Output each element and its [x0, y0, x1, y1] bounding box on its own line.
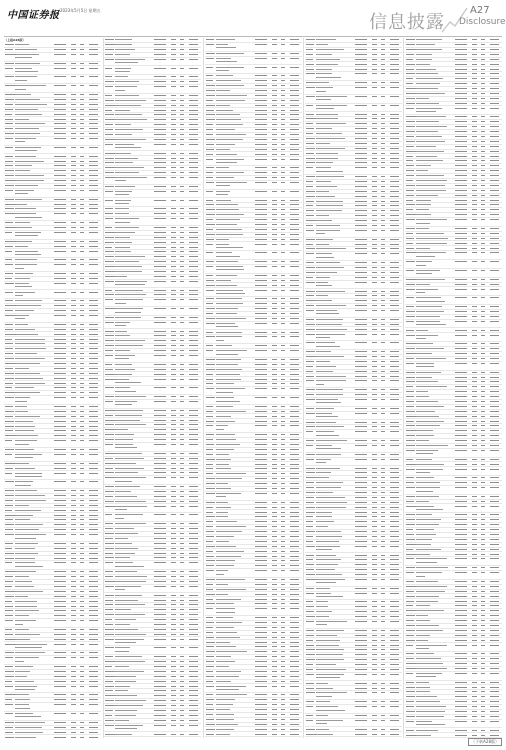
table-row: [205, 684, 302, 693]
table-row: [4, 249, 101, 258]
table-row: [205, 322, 302, 331]
table-row: [4, 66, 101, 75]
table-row: [205, 424, 302, 433]
table-row: [4, 735, 101, 738]
table-row: [104, 176, 201, 185]
issue-date: 2023年5月5日 星期五: [60, 8, 101, 13]
table-row: [305, 95, 402, 104]
table-row: [405, 260, 502, 269]
header-rule: [4, 36, 502, 37]
table-row: [104, 443, 201, 452]
table-row: [405, 486, 502, 495]
table-row: [405, 720, 502, 729]
table-row: [104, 321, 201, 330]
table-row: [405, 643, 502, 652]
table-row: [305, 229, 402, 238]
table-row: [104, 561, 201, 570]
table-row: [104, 400, 201, 409]
table-row: [305, 578, 402, 587]
table-row: [405, 362, 502, 371]
table-row: [205, 181, 302, 190]
table-row: [4, 703, 101, 712]
table-row: [205, 65, 302, 74]
table-row: [305, 412, 402, 421]
table-row: [405, 557, 502, 566]
table-row: [405, 571, 502, 580]
table-row: [205, 251, 302, 260]
page-number: A27: [470, 5, 490, 16]
table-row: [205, 57, 302, 66]
table-row: [305, 737, 402, 738]
table-row: [104, 354, 201, 363]
newspaper-logo: 中国证券报: [7, 10, 60, 21]
table-row: [4, 685, 101, 694]
table-row: [4, 619, 101, 628]
table-row: [205, 335, 302, 344]
table-row: [405, 251, 502, 260]
table-row: [104, 143, 201, 152]
table-row: [104, 585, 201, 594]
table-row: [405, 287, 502, 296]
table-row: [305, 86, 402, 95]
table-row: [305, 379, 402, 388]
table-row: [205, 190, 302, 199]
table-row: [4, 263, 101, 272]
table-row: [405, 467, 502, 476]
table-row: [305, 592, 402, 601]
masthead: [0, 0, 506, 40]
table-row: [104, 280, 201, 289]
table-row: [4, 533, 101, 542]
table-row: [4, 282, 101, 291]
table-row: [104, 377, 201, 386]
table-row: [4, 314, 101, 323]
table-row: [4, 146, 101, 155]
table-row: [104, 217, 201, 226]
listing-column: [4, 38, 101, 738]
listing-column: [205, 38, 302, 738]
table-row: [104, 386, 201, 395]
table-row: [104, 66, 201, 75]
table-row: [205, 492, 302, 501]
table-row: [104, 298, 201, 307]
table-row: [205, 396, 302, 405]
listing-columns: [4, 38, 502, 738]
table-row: [305, 72, 402, 81]
table-row: [205, 569, 302, 578]
table-row: [4, 396, 101, 405]
table-row: [4, 480, 101, 489]
table-row: [305, 332, 402, 341]
table-row: [305, 444, 402, 453]
table-row: [205, 387, 302, 396]
table-row: [305, 673, 402, 682]
table-row: [104, 646, 201, 655]
table-row: [104, 513, 201, 522]
table-row: [305, 281, 402, 290]
table-row: [104, 307, 201, 316]
table-row: [405, 333, 502, 342]
continuation-note: （下转A28版）: [468, 738, 502, 746]
table-row: [4, 212, 101, 221]
table-row: [405, 320, 502, 329]
table-row: [305, 341, 402, 350]
listing-column: [405, 38, 502, 738]
table-row: [104, 58, 201, 67]
table-row: [305, 309, 402, 318]
table-row: [4, 137, 101, 146]
table-row: [4, 189, 101, 198]
table-row: [305, 719, 402, 728]
table-row: [405, 269, 502, 278]
table-row: [305, 430, 402, 439]
table-row: [205, 242, 302, 251]
table-row: [4, 642, 101, 651]
table-row: [305, 252, 402, 261]
table-row: [405, 449, 502, 458]
table-row: [4, 656, 101, 665]
table-row: [104, 198, 201, 207]
table-row: [4, 75, 101, 84]
table-row: [205, 265, 302, 274]
section-title: 信息披露: [369, 12, 445, 33]
table-row: [104, 637, 201, 646]
table-row: [4, 439, 101, 448]
table-row: [305, 705, 402, 714]
table-row: [4, 53, 101, 62]
table-row: [4, 290, 101, 299]
table-row: [104, 724, 201, 733]
table-row: [4, 471, 101, 480]
table-row: [305, 458, 402, 467]
listing-column: [305, 38, 402, 738]
table-row: [104, 504, 201, 513]
table-row: [104, 476, 201, 485]
table-row: [205, 349, 302, 358]
table-row: [405, 106, 502, 115]
table-row: [305, 166, 402, 175]
table-row: [104, 85, 201, 94]
table-row: [405, 218, 502, 227]
section-subtitle: Disclosure: [459, 17, 506, 27]
table-row: [4, 84, 101, 93]
table-row: [4, 561, 101, 570]
table-row: [205, 288, 302, 297]
table-row: [205, 607, 302, 616]
table-row: [205, 157, 302, 166]
table-row: [305, 398, 402, 407]
table-row: [405, 504, 502, 513]
table-row: [305, 620, 402, 629]
listing-column: [104, 38, 201, 738]
table-row: [4, 712, 101, 721]
table-row: [104, 737, 201, 738]
table-row: [405, 672, 502, 681]
table-row: [4, 453, 101, 462]
table-row: [305, 691, 402, 700]
table-row: [205, 43, 302, 52]
table-row: [4, 231, 101, 240]
column-heading: （上接A26版）: [4, 38, 26, 42]
table-row: [205, 737, 302, 738]
table-row: [305, 104, 402, 113]
table-row: [305, 545, 402, 554]
table-row: [104, 190, 201, 199]
table-row: [405, 296, 502, 305]
